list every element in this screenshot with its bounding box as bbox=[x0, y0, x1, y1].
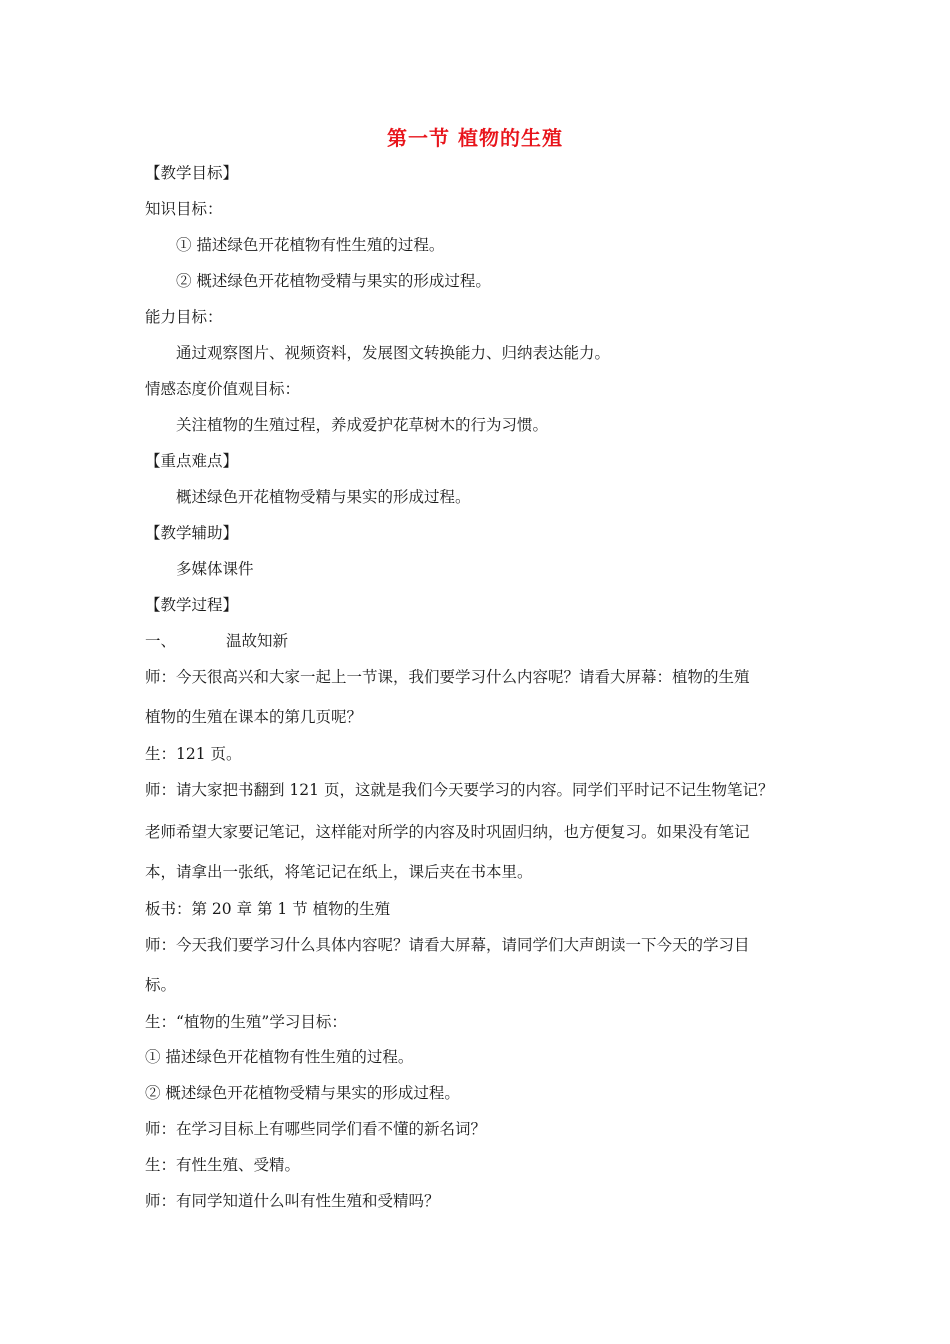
heading-teaching-aids: 【教学辅助】 bbox=[145, 524, 239, 542]
dialogue-line: 师：有同学知道什么叫有性生殖和受精吗？ bbox=[145, 1192, 440, 1210]
ability-goal: 通过观察图片、视频资料，发展图文转换能力、归纳表达能力。 bbox=[176, 344, 611, 362]
board-writing: 板书：第 20 章 第 1 节 植物的生殖 bbox=[145, 900, 391, 918]
page-title: 第一节 植物的生殖 bbox=[387, 126, 563, 150]
dialogue-line: ① 描述绿色开花植物有性生殖的过程。 bbox=[145, 1048, 414, 1066]
heading-key-points: 【重点难点】 bbox=[145, 452, 239, 470]
dialogue-line: ② 概述绿色开花植物受精与果实的形成过程。 bbox=[145, 1084, 460, 1102]
dialogue-line: 师：今天很高兴和大家一起上一节课，我们要学习什么内容呢？请看大屏幕：植物的生殖 bbox=[145, 668, 750, 686]
emotion-goals-label: 情感态度价值观目标： bbox=[145, 380, 301, 398]
knowledge-goal-2: ② 概述绿色开花植物受精与果实的形成过程。 bbox=[176, 272, 491, 290]
heading-teaching-process: 【教学过程】 bbox=[145, 596, 239, 614]
dialogue-line: 本，请拿出一张纸，将笔记记在纸上，课后夹在书本里。 bbox=[145, 863, 533, 881]
section-one-number: 一、 bbox=[145, 632, 177, 650]
dialogue-line: 师：今天我们要学习什么具体内容呢？请看大屏幕，请同学们大声朗读一下今天的学习目 bbox=[145, 936, 750, 954]
knowledge-goal-1: ① 描述绿色开花植物有性生殖的过程。 bbox=[176, 236, 445, 254]
dialogue-line: 生：有性生殖、受精。 bbox=[145, 1156, 301, 1174]
dialogue-line: 师：在学习目标上有哪些同学们看不懂的新名词？ bbox=[145, 1120, 487, 1138]
dialogue-line: 老师希望大家要记笔记，这样能对所学的内容及时巩固归纳，也方便复习。如果没有笔记 bbox=[145, 823, 750, 841]
knowledge-goals-label: 知识目标： bbox=[145, 200, 223, 218]
dialogue-line: 师：请大家把书翻到 121 页，这就是我们今天要学习的内容。同学们平时记不记生物笔记？ bbox=[145, 781, 774, 799]
section-one-label: 温故知新 bbox=[226, 632, 289, 650]
key-point: 概述绿色开花植物受精与果实的形成过程。 bbox=[176, 488, 471, 506]
dialogue-line: 标。 bbox=[145, 976, 177, 994]
teaching-aid: 多媒体课件 bbox=[176, 560, 254, 578]
emotion-goal: 关注植物的生殖过程，养成爱护花草树木的行为习惯。 bbox=[176, 416, 549, 434]
dialogue-line: 植物的生殖在课本的第几页呢？ bbox=[145, 708, 363, 726]
ability-goals-label: 能力目标： bbox=[145, 308, 223, 326]
section-one-heading bbox=[145, 631, 288, 651]
dialogue-line: 生：121 页。 bbox=[145, 745, 242, 763]
heading-teaching-goals: 【教学目标】 bbox=[145, 164, 239, 182]
dialogue-line: 生：“植物的生殖”学习目标： bbox=[145, 1013, 347, 1031]
